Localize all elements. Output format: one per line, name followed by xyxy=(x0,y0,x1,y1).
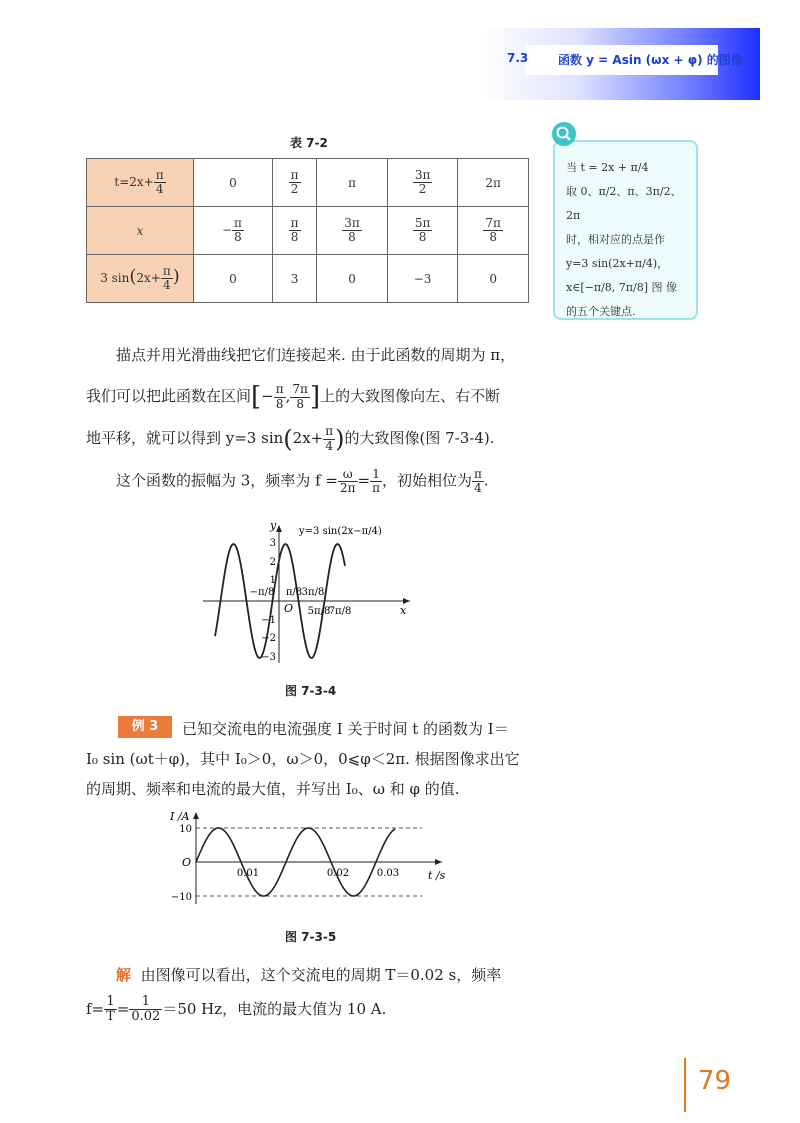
origin-label: O xyxy=(182,856,192,869)
origin-label: O xyxy=(284,602,294,615)
page-number-divider xyxy=(684,1058,686,1112)
row-header-y: 3 sin(2x+ $\frac{\pi}{4}$ ) xyxy=(87,255,194,303)
function-label: y=3 sin(2x−π/4) xyxy=(299,526,382,537)
magnifier-icon xyxy=(552,122,576,146)
solution-label: 解 xyxy=(116,966,132,984)
table-cell: $\frac{\pi}{2}$ xyxy=(272,159,316,207)
x-axis-label: x xyxy=(400,604,407,617)
table-cell: 2π xyxy=(458,159,529,207)
x-tick-label: 5π/8 xyxy=(307,606,331,617)
row-header-t: t=2x+ $\frac{\pi}{4}$ xyxy=(87,159,194,207)
y-tick-label: 1 xyxy=(269,575,276,586)
y-axis-label: I /A xyxy=(170,810,190,823)
section-title: 函数 y = Asin (ωx + φ) 的图像 xyxy=(558,53,743,67)
table-row xyxy=(87,207,529,255)
table-cell: −3 xyxy=(387,255,458,303)
table-cell: 0 xyxy=(194,255,273,303)
paragraph-line: 描点并用光滑曲线把它们连接起来. 由于此函数的周期为 π， xyxy=(116,346,516,364)
figure-caption: 图 7-3-5 xyxy=(285,930,337,944)
figure-7-3-5 xyxy=(160,808,460,908)
y-axis-arrow xyxy=(276,525,282,532)
table-cell: − $\frac{\pi}{8}$ xyxy=(194,207,273,255)
y-tick-label: −2 xyxy=(261,633,276,644)
table-row xyxy=(87,255,529,303)
x-tick-label: 3π/8 xyxy=(301,587,325,598)
table-7-2 xyxy=(86,158,529,303)
row-header-x: x xyxy=(87,207,194,255)
x-tick-label: 0.03 xyxy=(376,868,400,879)
y-tick-label: −10 xyxy=(170,892,192,903)
table-cell: $\frac{3\pi}{2}$ xyxy=(387,159,458,207)
example-line: 的周期、频率和电流的最大值，并写出 I₀、ω 和 φ 的值. xyxy=(86,780,460,798)
x-tick-label: π/8 xyxy=(285,587,303,598)
table-row xyxy=(87,159,529,207)
figure-caption: 图 7-3-4 xyxy=(285,684,337,698)
page-number: 79 xyxy=(698,1066,732,1096)
table-cell: $\frac{3\pi}{8}$ xyxy=(317,207,388,255)
y-axis-label: y xyxy=(270,519,277,532)
section-number: 7.3 xyxy=(507,51,529,65)
y-tick-label: −3 xyxy=(261,652,276,663)
table-cell: $\frac{7\pi}{8}$ xyxy=(458,207,529,255)
x-tick-label: 0.02 xyxy=(326,868,350,879)
note-line: 当 t = 2x + π/4 xyxy=(566,161,649,174)
y-tick-label: −1 xyxy=(261,615,276,626)
table-cell: $\frac{5\pi}{8}$ xyxy=(387,207,458,255)
example-badge: 例 3 xyxy=(118,716,172,738)
example-line: I₀ sin (ωt＋φ)，其中 I₀＞0，ω＞0，0⩽φ＜2π. 根据图像求出它 xyxy=(86,750,520,768)
x-tick-label: −π/8 xyxy=(249,587,275,598)
x-tick-label: 0.01 xyxy=(236,868,260,879)
table-cell: 0 xyxy=(194,159,273,207)
paragraph-line: 我们可以把此函数在区间[− $\frac{\pi}{8}$ , $\frac{7\pi}{8}$ ]上的大致图像向左、右不断 xyxy=(86,382,501,412)
figure-7-3-4 xyxy=(195,515,425,670)
solution-line: f= $\frac{1}{T}$ = $\frac{1}{0.02}$ ＝50 Hz，电流的最大值为 10 A. xyxy=(86,994,387,1025)
x-axis-label: t /s xyxy=(428,869,446,882)
side-note-text xyxy=(566,156,688,324)
paragraph-line: 地平移，就可以得到 y=3 sin(2x+ $\frac{\pi}{4}$ )的大致图像(图 7-3-4). xyxy=(86,424,495,453)
i-axis-arrow xyxy=(193,812,199,819)
table-cell: π xyxy=(317,159,388,207)
note-line: x∈[−π/8, 7π/8] 图 像 xyxy=(566,281,677,294)
paragraph-line: 这个函数的振幅为 3，频率为 f = $\frac{\omega}{2\pi}$ = $\frac{1}{\pi}$ ，初始相位为 $\frac{\pi}{4}$ . xyxy=(116,467,489,496)
table-cell: 0 xyxy=(317,255,388,303)
table-cell: $\frac{\pi}{8}$ xyxy=(272,207,316,255)
table-caption: 表 7-2 xyxy=(290,136,328,150)
note-line: 的五个关键点. xyxy=(566,305,636,318)
x-tick-label: 7π/8 xyxy=(328,606,352,617)
table-cell: 3 xyxy=(272,255,316,303)
note-line: 时，相对应的点是作 xyxy=(566,233,665,246)
y-tick-label: 2 xyxy=(269,557,276,568)
note-line: 取 0、π/2、π、3π/2、2π xyxy=(566,185,682,222)
example-line: 已知交流电的电流强度 I 关于时间 t 的函数为 I＝ xyxy=(182,720,509,738)
t-axis-arrow xyxy=(435,859,442,865)
y-tick-label: 10 xyxy=(179,824,192,835)
table-cell: 0 xyxy=(458,255,529,303)
y-tick-label: 3 xyxy=(269,538,276,549)
note-line: y=3 sin(2x+π/4)， xyxy=(566,257,669,270)
solution-line: 解 由图像可以看出，这个交流电的周期 T＝0.02 s，频率 xyxy=(116,966,502,984)
